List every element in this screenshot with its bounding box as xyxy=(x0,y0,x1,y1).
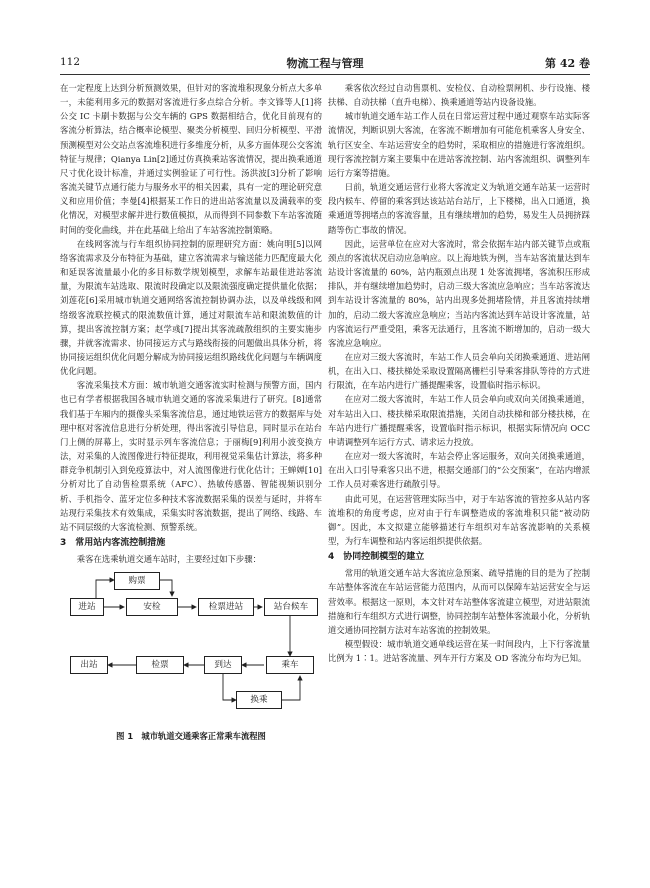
flow-box-jianpiao-jinzhan: 检票进站 xyxy=(198,598,254,616)
arrow-huancheng-chengche xyxy=(282,676,300,700)
arrow-goupiao-anjian xyxy=(160,580,172,596)
figure-1-caption: 图 1 城市轨道交通乘客正常乘车流程图 xyxy=(116,731,266,742)
left-paragraph-1: 在一定程度上达到分析预测效果，但针对的客流堆积现象分析点大多单一，未能利用多元的数据对客流进行多点综合分析。李文锋等人[1]将公交 IC 卡刷卡数据与公交车辆的 GPS 数据相结合，优化目前现有的客流分析算法，结合概率论模型、聚类分析模型、回归分析模型、平滑预测模型对公交站点客流堆积进行多维度分析，从多方面体现公交客流特征与规律；Qianya Lin[2]通过仿真换乘站客流情况，提出换乘通道尺寸优化设计标准，并通过实例验证了可行性。汤洪波[3]分析了影响客流关键节点通行能力与服务水平的相关因素，具有一定的理论研究意义和应用价值；李曼[4]根据某工作日的进出站客流量以及满载率的变化情况，对模型求解并进行数值模拟，从而得到不同参数下车站客流随时间的变化曲线，并在此基础上给出了车站客流控制策略。 xyxy=(60,83,322,235)
right-paragraph-2: 城市轨道交通车站工作人员在日常运营过程中通过观察车站实际客流情况，判断识别大客流，在客流不断增加有可能危机乘客人身安全、轨行区安全、车站运营安全的趋势时，采取相应的措施进行客流组织。现行客流控制方案主要集中在进站客流控制、站内客流组织、调整列车运行方案等措施。 xyxy=(328,111,590,178)
left-paragraph-2: 在线网客流与行车组织协同控制的原理研究方面：姚向明[5]以网络客流需求及分布特征为基础，建立客流需求与输送能力匹配度最大化和延误客流量最小化的多目标数学规划模型，求解车站最佳进站客流量，为限流车站选取、限流时段确定以及限流强度确定提供量化依据；刘莲花[6]采用城市轨道交通网络客流控制协调办法，以及单线级和网络级客流联控模式的限流数值计算，通过对限流车站和限流数值的计算，提出客流控制方案；赵学彧[7]提出其客流疏散组织的主要实施步骤，并就客流需求、协同接运方式与路线衔接的问题做出具体分析，将协同接运组织优化问题分解成为协同接运组织路线优化问题与车辆调度优化问题。 xyxy=(60,238,322,377)
figure-1-flowchart xyxy=(60,570,322,748)
right-paragraph-5: 在应对三级大客流时，车站工作人员会单向关闭换乘通道、进站闸机，在出入口、楼扶梯处采取设置隔离栅栏引导乘客排队等待的方式进行限流，在车站内进行广播提醒乘客，设置临时指示标识。 xyxy=(328,351,590,391)
volume-label: 第 42 卷 xyxy=(545,57,590,70)
arrow-to-goupiao xyxy=(96,580,114,598)
right-paragraph-6: 在应对二级大客流时，车站工作人员会单向或双向关闭换乘通道，对车站出入口、楼扶梯采取限流措施，关闭自动扶梯和部分楼扶梯，在车站内进行广播提醒乘客，设置临时指示标识，根据实际情况向 OCC 申请调整列车运行方式、请求运力投放。 xyxy=(328,394,590,447)
journal-name: 物流工程与管理 xyxy=(286,57,364,70)
flow-box-goupiao: 购票 xyxy=(114,572,160,590)
right-paragraph-8: 由此可见，在运营管理实际当中，对于车站客流的管控多从站内客流堆积的角度考虑，应对由于行车调整造成的客流堆积只能“被动防御”。因此，本文拟建立能够描述行车组织对车站客流影响的关系模型，为行车调整和站内客运组织提供依据。 xyxy=(328,493,590,546)
left-column xyxy=(60,81,322,748)
right-paragraph-9: 常用的轨道交通车站大客流应急预案、疏导措施的目的是为了控制车站整体客流在车站运营能力范围内，从而可以保障车站运营安全与运营效率。根据这一原则，本文针对车站整体客流建立模型，对进站限流措施和行车组织方式进行调整，协同控制车站整体客流最小化，分析轨道交通协同控制方法对车站客流的控制效果。 xyxy=(328,568,590,635)
flow-box-jianpiao: 检票 xyxy=(136,656,184,674)
flow-box-huancheng: 换乘 xyxy=(236,691,282,709)
right-paragraph-1: 乘客依次经过自动售票机、安检仪、自动检票闸机、步行设施、楼扶梯、自动扶梯（直升电梯）、换乘通道等站内设备设施。 xyxy=(328,83,590,108)
arrow-daoda-huancheng xyxy=(223,674,236,700)
flow-box-zhantai-houche: 站台候车 xyxy=(264,598,318,616)
right-paragraph-4: 因此，运营单位在应对大客流时，常会依据车站内部关键节点或瓶颈点的客流状况启动应急响应。以上海地铁为例，当车站客流量达到车站设计客流量的 60%，站内瓶颈点出现 1 处客流拥堵，客流积压形成排队，并有继续增加趋势时，启动三级大客流应急响应；当车站客流达到车站设计客流量的 80%，站内出现多处拥堵险情，并且客流持续增加的，启动二级大客流应急响应；当站内客流达到车站设计客流量，站内客流运行严重受阻，乘客无法通行，且客流不断增加的，启动一级大客流应急响应。 xyxy=(328,238,590,348)
flow-box-anjian: 安检 xyxy=(126,598,178,616)
right-paragraph-10: 模型假设：城市轨道交通单线运营在某一时间段内，上下行客流量比例为 1∶1。进站客流量、列车开行方案及 OD 客流分布均为已知。 xyxy=(328,639,590,664)
right-column xyxy=(328,81,590,665)
right-paragraph-3: 日前，轨道交通运营行业将大客流定义为轨道交通车站某一运营时段内候车、停留的乘客到达该站站台站厅，上下楼梯，出入口通道，换乘通道等拥堵点的客流容量，且有继续增加的趋势，易发生人员拥挤踩踏等伤亡事故的情况。 xyxy=(328,182,590,235)
flow-box-daoda: 到达 xyxy=(204,656,242,674)
page-number: 112 xyxy=(60,56,81,68)
flow-box-chengche: 乘车 xyxy=(266,656,314,674)
left-paragraph-3: 客流采集技术方面：城市轨道交通客流实时检测与预警方面，国内也已有学者根据我国各城市轨道交通的客流采集进行了研究。[8]通常我们基于车厢内的摄像头采集客流信息，通过地铁运营方的数据库与处理中枢对客流信息进行分析处理，得出客流引导信息，同时显示在站台门上侧的屏幕上，实时显示列车客流信息；于丽梅[9]利用小波变换方法，对采集的人流图像进行特征提取，利用视觉采集估计算法，将多种群竞争机制引入到免疫算法中，对人流图像进行优化估计；王蝉婵[10]分析对比了自动售检票系统（AFC）、热敏传感器、智能视频识别分析、手机指令、蓝牙定位多种技术客流数据采集的误差与延时，并将车站现行采集技术有效集成，采集实时客流数据，提出了网络、线路、车站不同层级的大客流检测、预警系统。 xyxy=(60,380,322,532)
left-paragraph-4: 乘客在选乘轨道交通车站时，主要经过如下步骤： xyxy=(76,554,262,565)
flow-box-chuzhan: 出站 xyxy=(70,656,108,674)
header-rule xyxy=(60,74,590,75)
page-header xyxy=(60,54,590,70)
right-paragraph-7: 在应对一级大客流时，车站会停止客运服务，双向关闭换乘通道，在出入口引导乘客只出不进，根据交通部门的“公交预案”，在站内增派工作人员对乘客进行疏散引导。 xyxy=(328,451,590,490)
section-3-heading: 3 常用站内客流控制措施 xyxy=(60,538,166,548)
flowchart-arrows xyxy=(60,570,322,728)
section-4-heading: 4 协同控制模型的建立 xyxy=(328,552,425,563)
flow-box-jinzhan: 进站 xyxy=(70,598,104,616)
